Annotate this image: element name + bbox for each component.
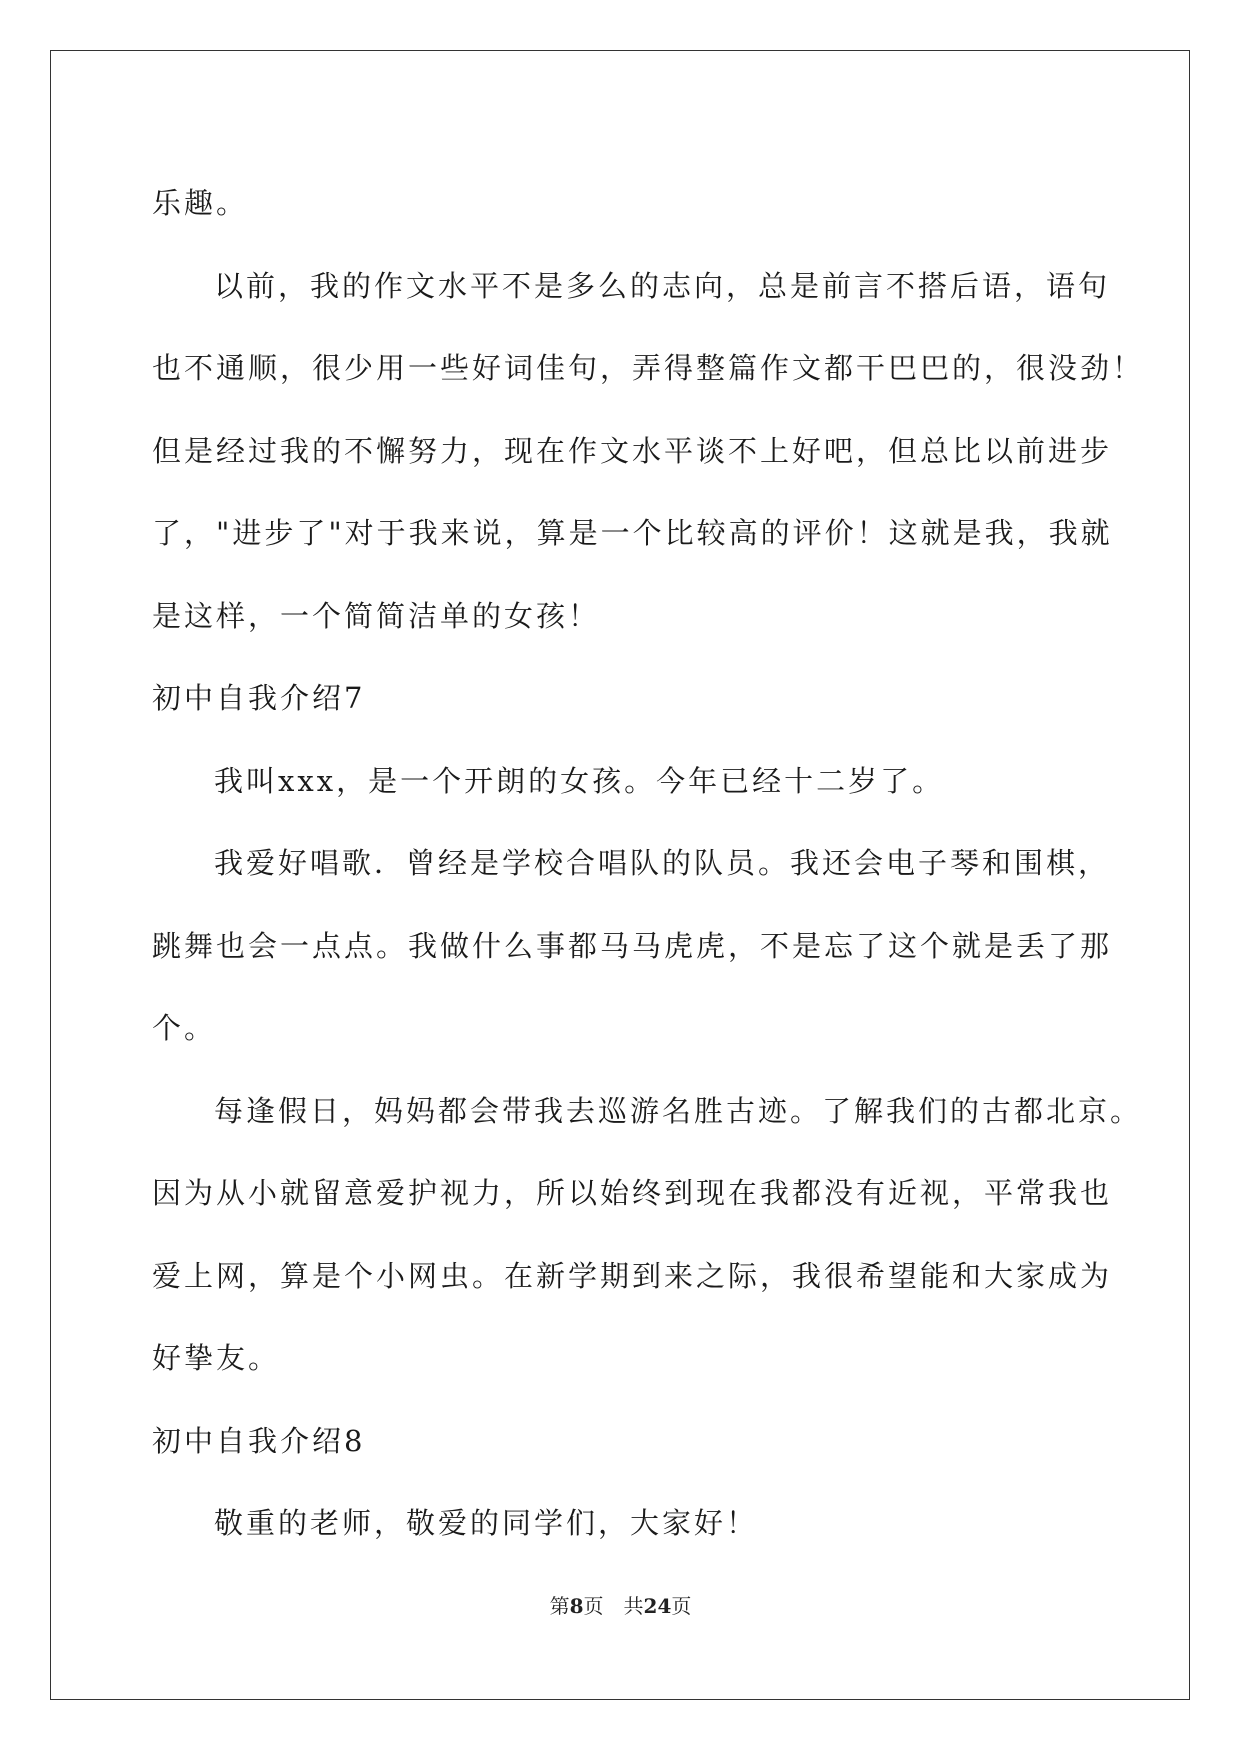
text-line: 也不通顺，很少用一些好词佳句，弄得整篇作文都干巴巴的，很没劲！ [152, 351, 1145, 385]
footer-suffix: 页 [671, 1594, 692, 1618]
total-page-count: 24 [643, 1594, 672, 1618]
heading-text: 初中自我介绍8 [152, 1423, 366, 1458]
document-body [152, 162, 1145, 1565]
text-line: 但是经过我的不懈努力，现在作文水平谈不上好吧，但总比以前进步 [152, 433, 1113, 468]
paragraph [152, 822, 1113, 1070]
text-line: 爱上网，算是个小网虫。在新学期到来之际，我很希望能和大家成为 [152, 1258, 1113, 1293]
section-heading [152, 1400, 1092, 1483]
current-page-number: 8 [569, 1594, 584, 1618]
section-heading [152, 657, 1092, 740]
text-line: 好挚友。 [152, 1341, 281, 1375]
text-line: 个。 [152, 1011, 217, 1045]
footer-mid: 页 共 [583, 1594, 644, 1618]
text-line: 跳舞也会一点点。我做什么事都马马虎虎，不是忘了这个就是丢了那 [152, 928, 1113, 963]
text-line: 是这样，一个简简洁单的女孩！ [152, 598, 601, 633]
paragraph [152, 1482, 1092, 1565]
heading-text: 初中自我介绍7 [152, 681, 366, 715]
paragraph [152, 740, 1092, 823]
paragraph [152, 1070, 1143, 1400]
paragraph [152, 162, 1092, 245]
text-line: 每逢假日，妈妈都会带我去巡游名胜古迹。了解我们的古都北京。 [214, 1093, 1143, 1128]
text-line: 我叫xxx，是一个开朗的女孩。今年已经十二岁了。 [214, 763, 945, 798]
paragraph [152, 245, 1145, 658]
text-line: 因为从小就留意爱护视力，所以始终到现在我都没有近视，平常我也 [152, 1176, 1113, 1210]
text-line: 敬重的老师，敬爱的同学们，大家好！ [214, 1506, 759, 1540]
text-line: 以前，我的作文水平不是多么的志向，总是前言不搭后语，语句 [214, 268, 1111, 303]
page-footer [0, 1590, 1241, 1619]
footer-prefix: 第 [549, 1594, 570, 1618]
text-line: 我爱好唱歌．曾经是学校合唱队的队员。我还会电子琴和围棋， [214, 846, 1111, 880]
text-line: 乐趣。 [152, 186, 249, 220]
text-line: 了，"进步了"对于我来说，算是一个比较高的评价！这就是我，我就 [152, 516, 1113, 550]
